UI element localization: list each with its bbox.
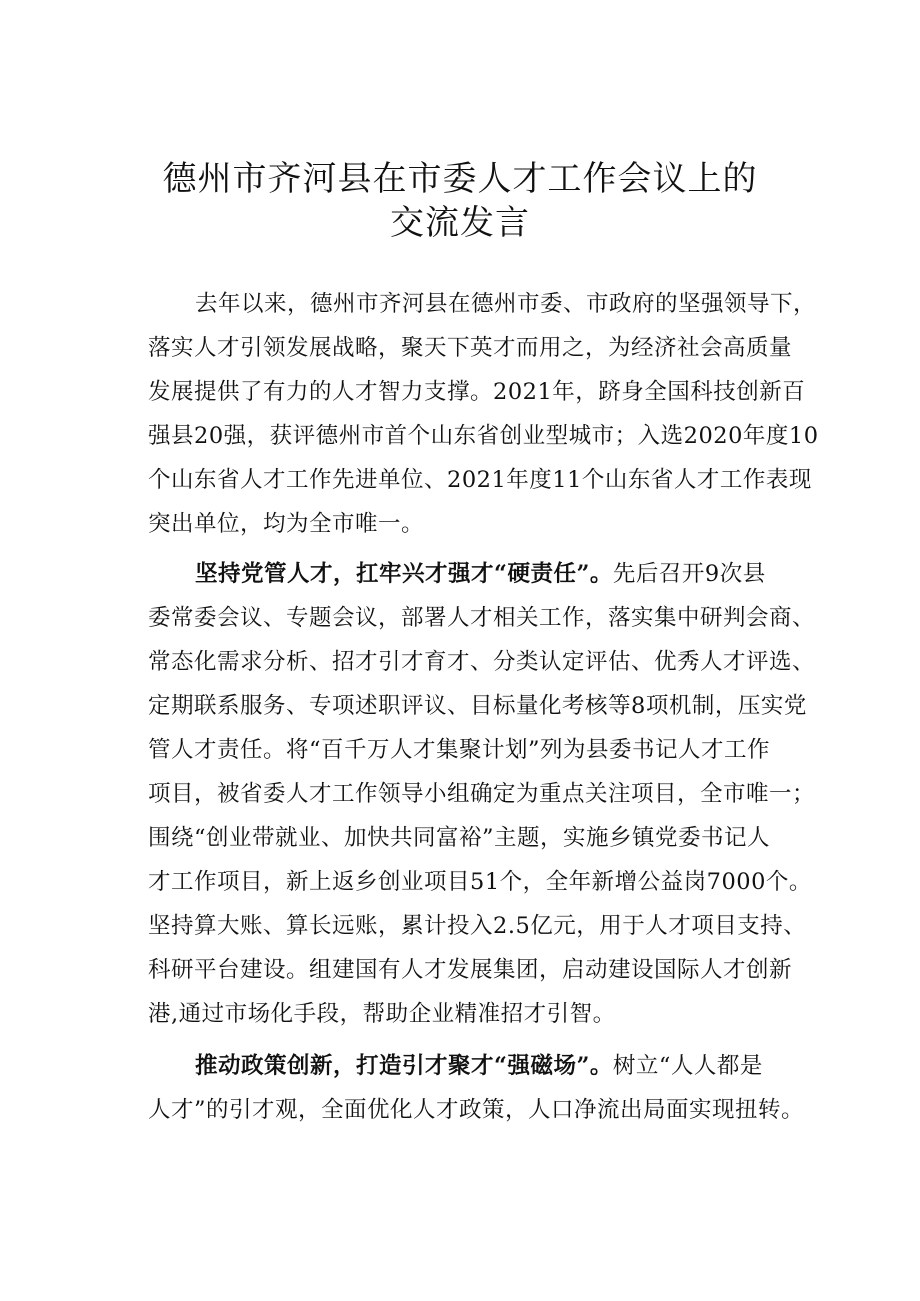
paragraph-line: 科研平台建设。组建国有人才发展集团，启动建设国际人才创新 bbox=[148, 957, 793, 983]
paragraph-first-line bbox=[148, 1044, 828, 1088]
paragraph-line: 管人才责任。将“百千万人才集聚计划”列为县委书记人才工作 bbox=[148, 737, 771, 763]
paragraph-line: 坚持算大账、算长远账，累计投入2.5亿元，用于人才项目支持、 bbox=[148, 913, 807, 939]
paragraph-first-line bbox=[148, 552, 828, 596]
paragraph-line: 个山东省人才工作先进单位、2021年度11个山东省人才工作表现 bbox=[148, 467, 812, 493]
paragraph-line: 强县20强，获评德州市首个山东省创业型城市；入选2020年度10 bbox=[148, 423, 819, 449]
paragraph-line: 项目，被省委人才工作领导小组确定为重点关注项目，全市唯一； bbox=[148, 781, 816, 807]
paragraph-line: 定期联系服务、专项述职评议、目标量化考核等8项机制，压实党 bbox=[148, 693, 807, 719]
paragraph-heading: 坚持党管人才，扛牢兴才强才“硬责任”。 bbox=[195, 561, 613, 587]
document-body bbox=[148, 282, 828, 1132]
paragraph-line: 发展提供了有力的人才智力支撑。2021年，跻身全国科技创新百 bbox=[148, 379, 806, 405]
paragraph-line: 去年以来，德州市齐河县在德州市委、市政府的坚强领导下， bbox=[195, 291, 817, 317]
paragraph-intro bbox=[148, 282, 828, 546]
paragraph-line: 才工作项目，新上返乡创业项目51个，全年新增公益岗7000个。 bbox=[148, 869, 812, 895]
document-title-line-2: 交流发言 bbox=[390, 203, 530, 243]
paragraph-line: 落实人才引领发展战略，聚天下英才而用之，为经济社会高质量 bbox=[148, 335, 793, 361]
paragraph-heading: 推动政策创新，打造引才聚才“强磁场”。 bbox=[195, 1053, 613, 1079]
paragraph-line: 港,通过市场化手段，帮助企业精准招才引智。 bbox=[148, 1001, 616, 1027]
document-title-line-1: 德州市齐河县在市委人才工作会议上的 bbox=[162, 159, 758, 199]
paragraph-line: 突出单位，均为全市唯一。 bbox=[148, 511, 425, 537]
paragraph-line: 委常委会议、专题会议，部署人才相关工作，落实集中研判会商、 bbox=[148, 605, 816, 631]
paragraph-text: 树立“人人都是 bbox=[612, 1053, 763, 1079]
paragraph-line: 人才”的引才观，全面优化人才政策，人口净流出局面实现扭转。 bbox=[148, 1097, 805, 1123]
paragraph-line: 围绕“创业带就业、加快共同富裕”主题，实施乡镇党委书记人 bbox=[148, 825, 771, 851]
paragraph-policy-innovation bbox=[148, 1044, 828, 1132]
paragraph-party-management bbox=[148, 552, 828, 1036]
paragraph-line: 常态化需求分析、招才引才育才、分类认定评估、优秀人才评选、 bbox=[148, 649, 816, 675]
paragraph-text: 先后召开9次县 bbox=[612, 561, 766, 587]
